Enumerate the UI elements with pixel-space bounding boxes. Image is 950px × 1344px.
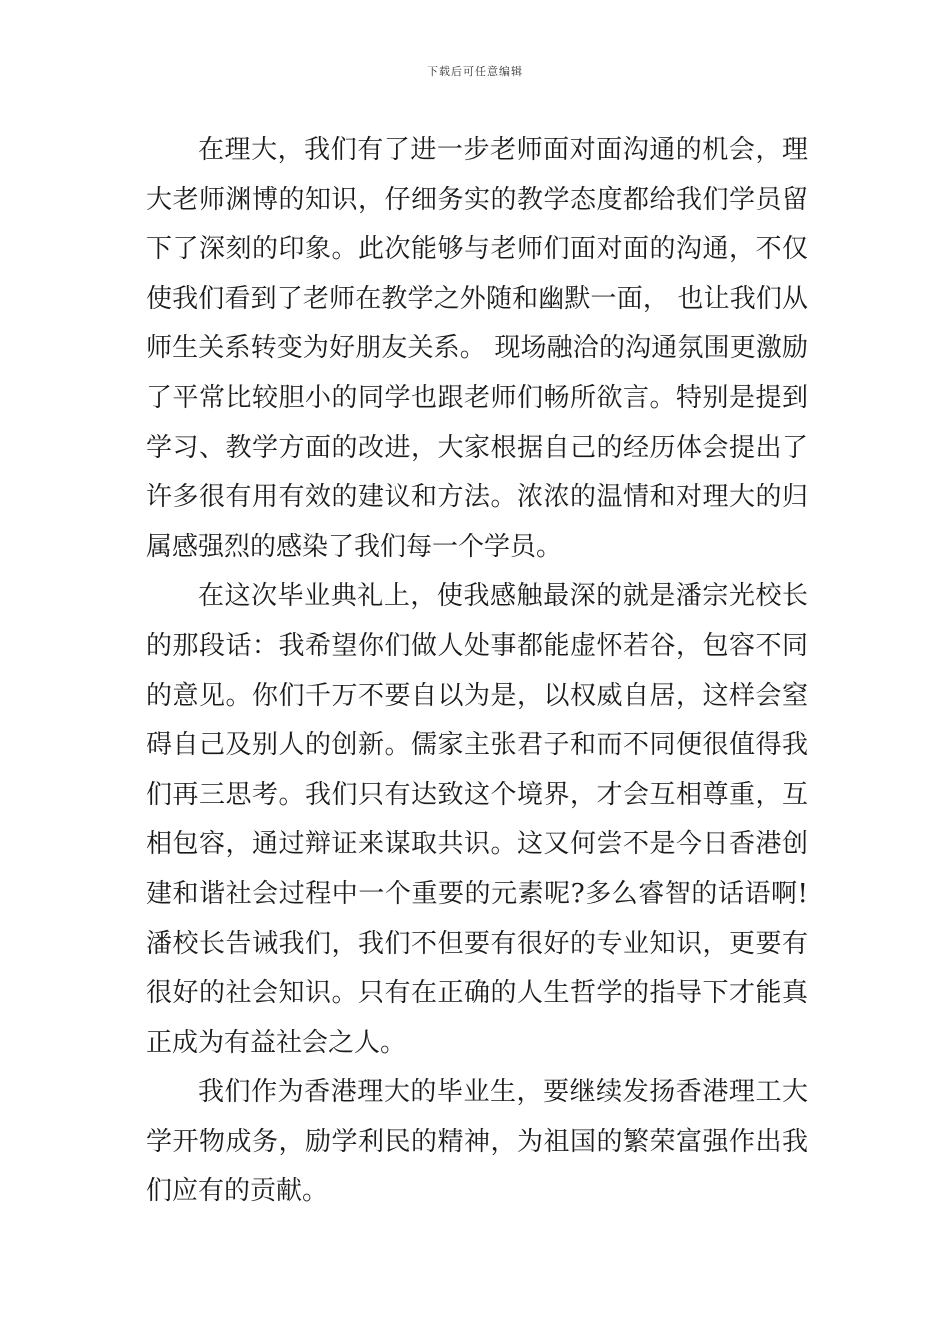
- document-body: [146, 126, 808, 1217]
- page-header: 下载后可任意编辑: [427, 65, 523, 78]
- paragraph-1: 在理大，我们有了进一步老师面对面沟通的机会，理大老师渊博的知识，仔细务实的教学态度都给我们学员留下了深刻的印象。此次能够与老师们面对面的沟通，不仅使我们看到了老师在教学之外随和幽默一面， 也让我们从师生关系转变为好朋友关系。 现场融洽的沟通氛围更激励了平常比较胆小的同学也跟老师们畅所欲言。特别是提到学习、教学方面的改进，大家根据自己的经历体会提出了许多很有用有效的建议和方法。浓浓的温情和对理大的归属感强烈的感染了我们每一个学员。: [146, 135, 808, 562]
- paragraph-3: 我们作为香港理大的毕业生，要继续发扬香港理工大学开物成务，励学利民的精神，为祖国的繁荣富强作出我们应有的贡献。: [146, 1077, 808, 1207]
- paragraph-2: 在这次毕业典礼上，使我感触最深的就是潘宗光校长的那段话：我希望你们做人处事都能虚怀若谷，包容不同的意见。你们千万不要自以为是，以权威自居，这样会窒碍自己及别人的创新。儒家主张君子和而不同便很值得我们再三思考。我们只有达致这个境界，才会互相尊重，互相包容，通过辩证来谋取共识。这又何尝不是今日香港创建和谐社会过程中一个重要的元素呢?多么睿智的话语啊!潘校长告诫我们，我们不但要有很好的专业知识，更要有很好的社会知识。只有在正确的人生哲学的指导下才能真正成为有益社会之人。: [146, 581, 808, 1058]
